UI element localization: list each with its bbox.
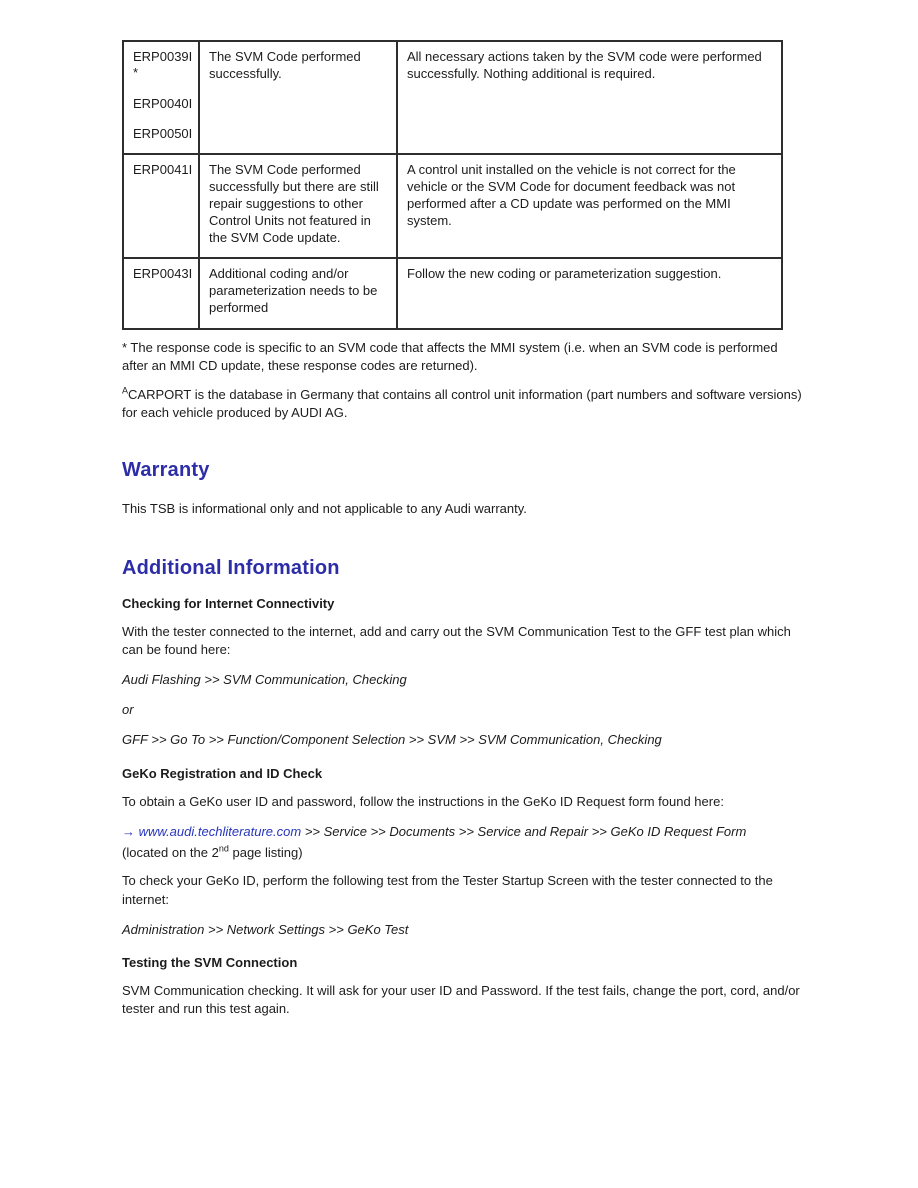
subheading-testing-svm: Testing the SVM Connection [122, 954, 298, 970]
svm-response-codes-table [122, 40, 783, 330]
located-text: page listing) [228, 845, 303, 861]
footnote-asterisk: * The response code is specific to an SVM code that affects the MMI system (i.e. when an SVM code is performed after an MMI CD update, these response codes are returned). [122, 340, 778, 373]
code-cell [123, 258, 199, 329]
or-text: or [122, 702, 134, 718]
menu-path-administration: Administration >> Network Settings >> GeKo Test [122, 921, 409, 937]
meaning-cell: The SVM Code performed successfully. [199, 41, 397, 154]
response-code: ERP0039I [133, 49, 193, 64]
meaning-cell: Additional coding and/or parameterization needs to be performed [199, 258, 397, 329]
meaning-cell: The SVM Code performed successfully but there are still repair suggestions to other Control Units not featured in the SVM Code update. [199, 154, 397, 258]
arrow-icon: → [122, 824, 139, 839]
subheading-geko-registration: GeKo Registration and ID Check [122, 765, 323, 781]
response-code: ERP0040I [133, 95, 193, 111]
asterisk-marker: * [133, 65, 139, 81]
menu-path-audi-flashing: Audi Flashing >> SVM Communication, Checking [122, 672, 407, 688]
table-row [123, 258, 782, 329]
paragraph-geko-obtain: To obtain a GeKo user ID and password, follow the instructions in the GeKo ID Request form found here: [122, 793, 724, 809]
ordinal-superscript: nd [218, 843, 229, 854]
located-text: (located on the 2 [122, 845, 219, 861]
action-cell: Follow the new coding or parameterization suggestion. [397, 258, 782, 329]
located-note [122, 844, 806, 862]
menu-path-gff: GFF >> Go To >> Function/Component Selection >> SVM >> SVM Communication, Checking [122, 732, 662, 748]
code-cell [123, 41, 199, 154]
additional-info-heading: Additional Information [122, 556, 340, 579]
action-cell: All necessary actions taken by the SVM code were performed successfully. Nothing additional is required. [397, 41, 782, 154]
warranty-heading: Warranty [122, 459, 210, 482]
action-cell: A control unit installed on the vehicle is not correct for the vehicle or the SVM Code for document feedback was not performed after a CD update was performed on the MMI system. [397, 154, 782, 258]
geko-link-line [122, 823, 806, 841]
paragraph-internet-connectivity: With the tester connected to the internet, add and carry out the SVM Communication Test to the GFF test plan which can be found here: [122, 623, 791, 657]
paragraph-testing-svm: SVM Communication checking. It will ask for your user ID and Password. If the test fails, change the port, cord, and/or tester and run this test again. [122, 983, 800, 1017]
footnote-carport [122, 386, 806, 421]
footnote-marker: A [122, 385, 129, 396]
response-code: ERP0043I [133, 266, 193, 282]
table-row [123, 41, 782, 154]
response-code: ERP0041I [133, 162, 193, 177]
code-cell [123, 154, 199, 258]
subheading-internet-connectivity: Checking for Internet Connectivity [122, 595, 335, 611]
footnote-text: CARPORT is the database in Germany that contains all control unit information (part numbers and software versions) for each vehicle produced by AUDI AG. [122, 387, 802, 420]
link-path-rest: >> Service >> Documents >> Service and Repair >> GeKo ID Request Form [301, 824, 747, 839]
response-code: ERP0050I [133, 125, 193, 141]
techliterature-link[interactable]: www.audi.techliterature.com [138, 824, 302, 839]
paragraph-geko-check: To check your GeKo ID, perform the following test from the Tester Startup Screen with the tester connected to the internet: [122, 873, 773, 907]
warranty-body: This TSB is informational only and not applicable to any Audi warranty. [122, 501, 527, 517]
table-row [123, 154, 782, 258]
